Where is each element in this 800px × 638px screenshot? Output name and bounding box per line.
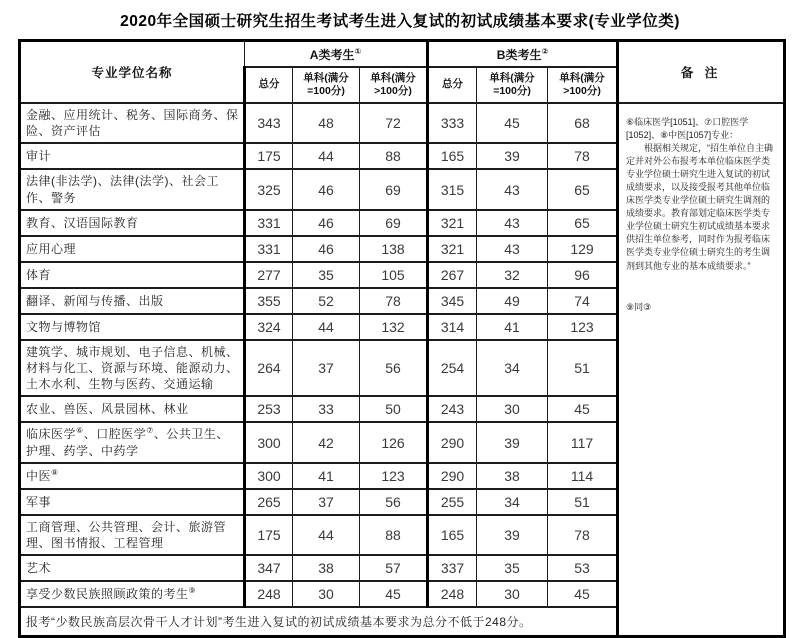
remark-paragraph: ⑥临床医学[1051]、⑦口腔医学[1052]、⑧中医[1057]专业：: [626, 117, 749, 141]
score-a-total: 331: [245, 236, 293, 262]
program-name: 金融、应用统计、税务、国际商务、保险、资产评估: [20, 103, 245, 143]
score-a-single-gt100: 56: [360, 489, 428, 515]
score-b-single-gt100: 78: [548, 143, 618, 169]
score-a-total: 248: [245, 581, 293, 607]
score-b-single-eq100: 34: [477, 340, 548, 397]
score-b-single-eq100: 43: [477, 169, 548, 209]
score-a-total: 175: [245, 515, 293, 555]
score-b-single-eq100: 49: [477, 288, 548, 314]
score-a-total: 277: [245, 262, 293, 288]
program-name: 审计: [20, 143, 245, 169]
score-a-total: 324: [245, 314, 293, 340]
subcol-single-eq100-b: 单科(满分=100分): [477, 67, 548, 103]
score-b-total: 290: [428, 422, 477, 462]
col-header-remark: 备 注: [618, 41, 785, 104]
score-b-total: 165: [428, 143, 477, 169]
header-row-groups: [20, 41, 785, 68]
score-b-single-eq100: 45: [477, 103, 548, 143]
score-b-total: 267: [428, 262, 477, 288]
score-a-total: 264: [245, 340, 293, 397]
score-b-single-gt100: 74: [548, 288, 618, 314]
table-header: [20, 41, 785, 104]
score-a-single-eq100: 48: [293, 103, 360, 143]
score-b-single-eq100: 39: [477, 422, 548, 462]
score-b-single-gt100: 65: [548, 169, 618, 209]
score-a-single-gt100: 56: [360, 340, 428, 397]
score-b-total: 314: [428, 314, 477, 340]
program-name: 翻译、新闻与传播、出版: [20, 288, 245, 314]
score-b-single-gt100: 123: [548, 314, 618, 340]
score-b-total: 315: [428, 169, 477, 209]
score-a-total: 355: [245, 288, 293, 314]
subcol-total-b: 总分: [428, 67, 477, 103]
score-b-total: 345: [428, 288, 477, 314]
program-name: 中医⑧: [20, 463, 245, 489]
score-b-single-gt100: 45: [548, 581, 618, 607]
score-a-single-gt100: 123: [360, 463, 428, 489]
score-a-single-eq100: 35: [293, 262, 360, 288]
program-name: 应用心理: [20, 236, 245, 262]
score-a-total: 331: [245, 210, 293, 236]
score-a-total: 300: [245, 422, 293, 462]
footer-note: 报考“少数民族高层次骨干人才计划”考生进入复试的初试成绩基本要求为总分不低于248分。: [20, 607, 618, 637]
score-a-single-eq100: 46: [293, 210, 360, 236]
score-b-single-gt100: 53: [548, 555, 618, 581]
score-b-total: 321: [428, 236, 477, 262]
score-b-single-gt100: 129: [548, 236, 618, 262]
program-name: 体育: [20, 262, 245, 288]
score-b-single-eq100: 43: [477, 210, 548, 236]
program-name: 艺术: [20, 555, 245, 581]
score-a-single-eq100: 44: [293, 515, 360, 555]
program-name: 文物与博物馆: [20, 314, 245, 340]
subcol-total-a: 总分: [245, 67, 293, 103]
score-b-total: 165: [428, 515, 477, 555]
score-b-single-eq100: 35: [477, 555, 548, 581]
subcol-single-eq100-a: 单科(满分=100分): [293, 67, 360, 103]
score-b-single-gt100: 117: [548, 422, 618, 462]
score-a-single-gt100: 78: [360, 288, 428, 314]
score-b-total: 254: [428, 340, 477, 397]
score-a-single-eq100: 37: [293, 340, 360, 397]
score-b-single-eq100: 41: [477, 314, 548, 340]
program-name: 享受少数民族照顾政策的考生⑨: [20, 581, 245, 607]
score-b-total: 290: [428, 463, 477, 489]
score-b-single-gt100: 51: [548, 340, 618, 397]
score-a-single-gt100: 45: [360, 581, 428, 607]
score-b-single-gt100: 65: [548, 210, 618, 236]
col-header-group-a: A类考生①: [245, 41, 428, 68]
score-a-single-gt100: 57: [360, 555, 428, 581]
score-b-single-eq100: 43: [477, 236, 548, 262]
score-a-single-gt100: 72: [360, 103, 428, 143]
score-a-total: 343: [245, 103, 293, 143]
score-a-single-eq100: 42: [293, 422, 360, 462]
score-b-total: 243: [428, 396, 477, 422]
score-a-total: 347: [245, 555, 293, 581]
score-b-single-gt100: 68: [548, 103, 618, 143]
score-a-single-gt100: 69: [360, 210, 428, 236]
score-b-single-eq100: 32: [477, 262, 548, 288]
score-b-single-gt100: 45: [548, 396, 618, 422]
score-b-single-eq100: 34: [477, 489, 548, 515]
score-a-single-eq100: 46: [293, 169, 360, 209]
score-a-single-eq100: 38: [293, 555, 360, 581]
score-b-total: 337: [428, 555, 477, 581]
score-a-total: 265: [245, 489, 293, 515]
score-a-single-gt100: 50: [360, 396, 428, 422]
score-a-total: 325: [245, 169, 293, 209]
program-name: 工商管理、公共管理、会计、旅游管理、图书情报、工程管理: [20, 515, 245, 555]
score-b-single-eq100: 30: [477, 581, 548, 607]
score-a-single-eq100: 41: [293, 463, 360, 489]
remark-cell: [618, 103, 785, 637]
score-a-single-gt100: 126: [360, 422, 428, 462]
remark-paragraph: 根据相关规定，“招生单位自主确定并对外公布报考本单位临床医学类专业学位硕士研究生进入复试的初试成绩要求，以及接受报考其他单位临床医学类专业学位硕士研究生调剂的成绩要求。教育部划定临床医学类专业学位硕士研究生初试成绩基本要求供招生单位参考，同时作为报考临床医学类专业学位硕士研究生的考生调剂到其他专业的基本成绩要求。”: [626, 143, 774, 271]
program-name: 农业、兽医、风景园林、林业: [20, 396, 245, 422]
program-name: 建筑学、城市规划、电子信息、机械、材料与化工、资源与环境、能源动力、土木水利、生物与医药、交通运输: [20, 340, 245, 397]
score-a-single-eq100: 44: [293, 314, 360, 340]
remark-paragraph: ⑨同③: [626, 301, 652, 312]
score-a-single-eq100: 46: [293, 236, 360, 262]
score-a-total: 175: [245, 143, 293, 169]
score-b-single-eq100: 38: [477, 463, 548, 489]
score-table-body: [20, 103, 785, 637]
score-a-single-gt100: 105: [360, 262, 428, 288]
score-b-single-eq100: 39: [477, 143, 548, 169]
score-a-single-gt100: 132: [360, 314, 428, 340]
subcol-single-gt100-a: 单科(满分>100分): [360, 67, 428, 103]
score-a-single-eq100: 33: [293, 396, 360, 422]
score-a-single-gt100: 69: [360, 169, 428, 209]
score-b-single-gt100: 51: [548, 489, 618, 515]
score-b-single-eq100: 30: [477, 396, 548, 422]
score-b-total: 321: [428, 210, 477, 236]
score-b-single-gt100: 96: [548, 262, 618, 288]
col-header-program-name: 专业学位名称: [20, 41, 245, 104]
score-table: [18, 39, 786, 638]
score-b-total: 255: [428, 489, 477, 515]
table-row: [20, 103, 785, 143]
score-b-total: 333: [428, 103, 477, 143]
score-b-total: 248: [428, 581, 477, 607]
score-a-single-eq100: 37: [293, 489, 360, 515]
score-b-single-eq100: 39: [477, 515, 548, 555]
subcol-single-gt100-b: 单科(满分>100分): [548, 67, 618, 103]
score-a-total: 300: [245, 463, 293, 489]
score-a-total: 253: [245, 396, 293, 422]
col-header-group-b: B类考生②: [428, 41, 618, 68]
program-name: 临床医学⑥、口腔医学⑦、公共卫生、护理、药学、中药学: [20, 422, 245, 462]
score-b-single-gt100: 78: [548, 515, 618, 555]
page-title: 2020年全国硕士研究生招生考试考生进入复试的初试成绩基本要求(专业学位类): [120, 13, 680, 30]
program-name: 教育、汉语国际教育: [20, 210, 245, 236]
score-a-single-eq100: 52: [293, 288, 360, 314]
score-a-single-gt100: 88: [360, 515, 428, 555]
score-a-single-gt100: 88: [360, 143, 428, 169]
score-a-single-gt100: 138: [360, 236, 428, 262]
score-a-single-eq100: 30: [293, 581, 360, 607]
program-name: 法律(非法学)、法律(法学)、社会工作、警务: [20, 169, 245, 209]
program-name: 军事: [20, 489, 245, 515]
score-a-single-eq100: 44: [293, 143, 360, 169]
score-b-single-gt100: 114: [548, 463, 618, 489]
